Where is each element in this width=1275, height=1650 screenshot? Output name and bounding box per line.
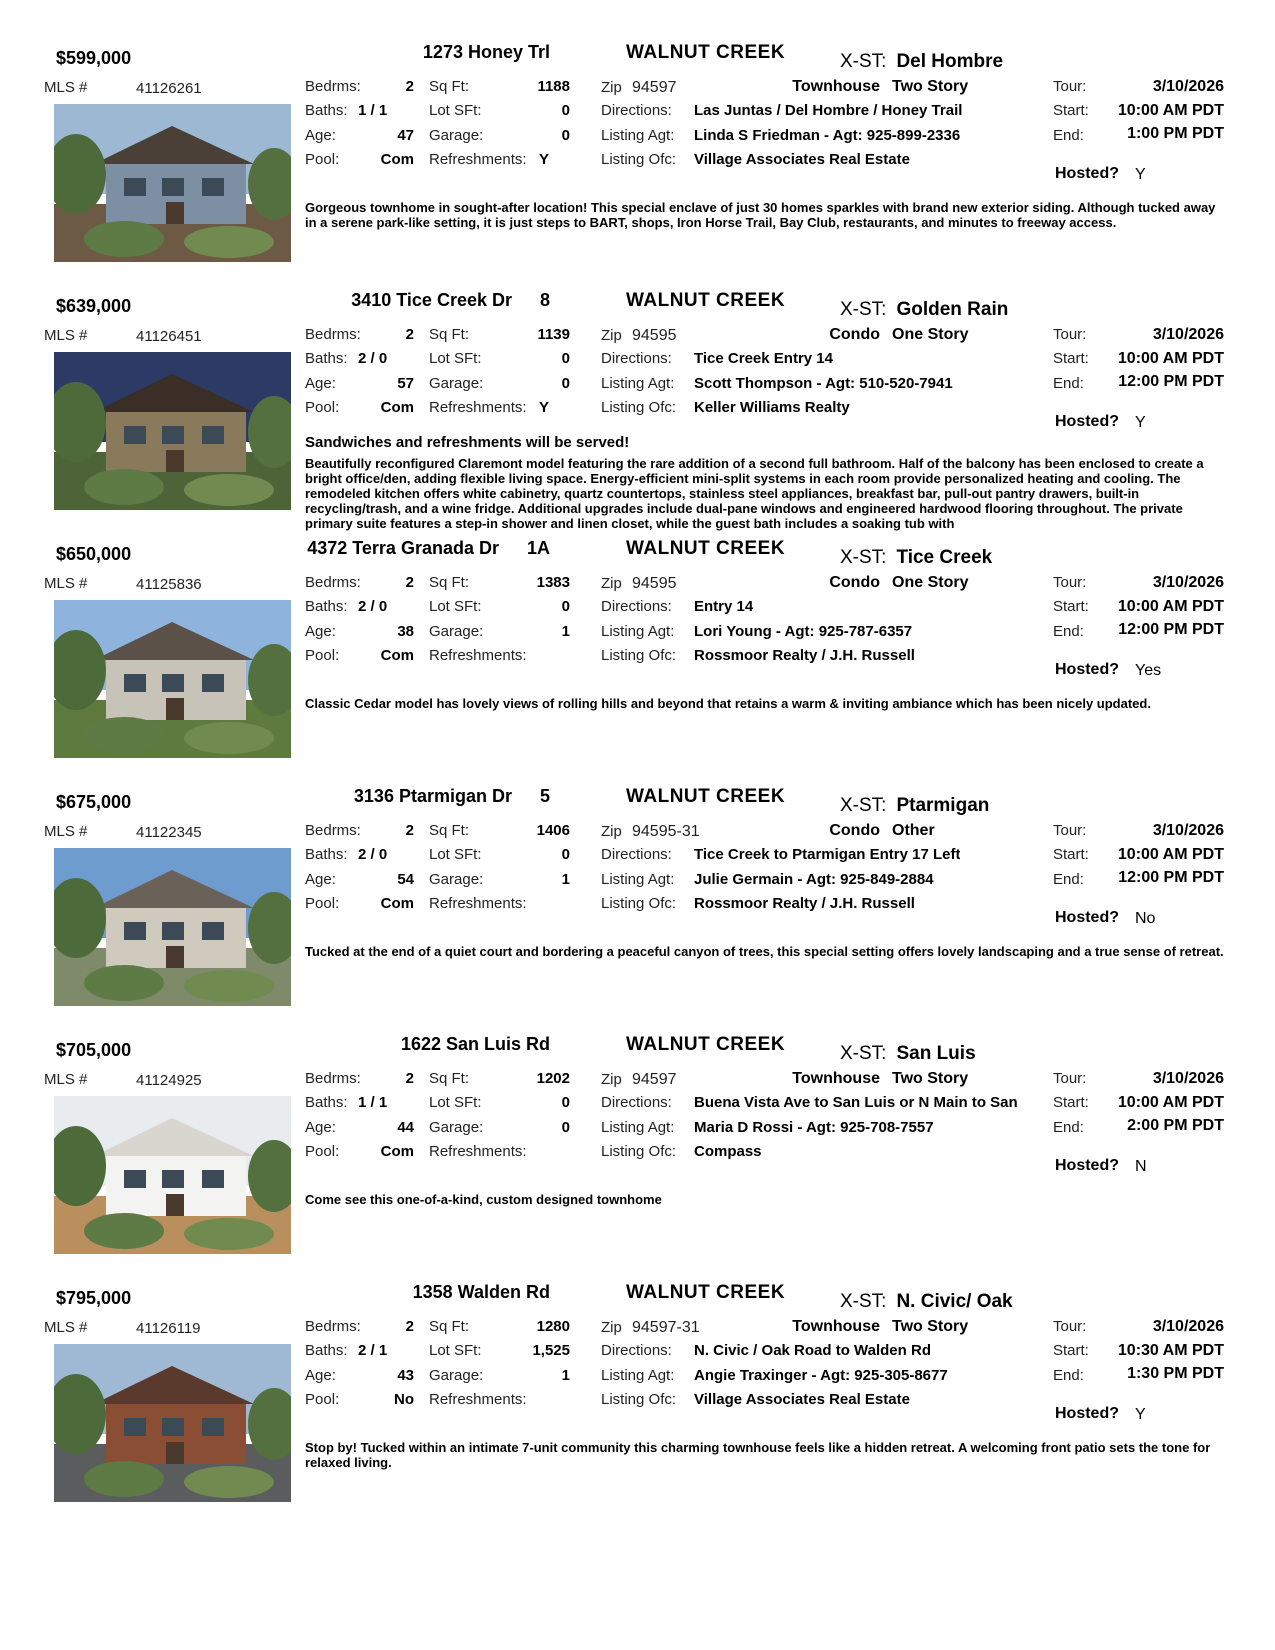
garage-label: Garage: <box>429 871 484 888</box>
directions-label: Directions: <box>601 598 672 615</box>
listing-agent-value: Julie Germain - Agt: 925-849-2884 <box>694 871 934 888</box>
street-address: 1622 San Luis Rd <box>400 1034 550 1054</box>
type-value: Condo <box>829 822 880 839</box>
listing-office-label: Listing Ofc: <box>601 895 677 912</box>
bedrooms-label: Bedrms: <box>305 1070 361 1087</box>
hosted-value: N <box>1135 1158 1147 1175</box>
baths-value: 2 / 0 <box>358 350 388 367</box>
listing-address <box>401 1034 550 1055</box>
pool-value: Com <box>380 399 414 416</box>
listing-address <box>351 290 550 311</box>
baths-label: Baths: <box>305 350 348 367</box>
zip-label: Zip <box>601 79 622 96</box>
sqft-value: 1139 <box>537 326 570 343</box>
garage-label: Garage: <box>429 375 484 392</box>
refreshments-label: Refreshments: <box>429 647 527 664</box>
mls-number: 41124925 <box>136 1072 202 1089</box>
age-value: 47 <box>397 127 414 144</box>
zip-label: Zip <box>601 1071 622 1088</box>
listing-office-value: Village Associates Real Estate <box>694 1391 910 1408</box>
start-label: Start: <box>1053 1342 1089 1359</box>
garage-value: 0 <box>561 127 570 144</box>
start-label: Start: <box>1053 598 1089 615</box>
listing-agent-label: Listing Agt: <box>601 623 675 640</box>
sqft-value: 1280 <box>536 1318 570 1335</box>
bedrooms-value: 2 <box>405 1070 414 1087</box>
mls-label: MLS # <box>44 1071 88 1088</box>
baths-label: Baths: <box>305 102 348 119</box>
sqft-value: 1202 <box>536 1070 570 1087</box>
age-label: Age: <box>305 871 336 888</box>
tour-label: Tour: <box>1053 326 1087 343</box>
cross-street <box>840 299 1008 321</box>
listing-remarks: Stop by! Tucked within an intimate 7-unit community this charming townhouse feels like a hidden retreat. A welcoming front patio sets the tone for relaxed living. <box>305 1440 1211 1470</box>
listing-remarks: Gorgeous townhome in sought-after location! This special enclave of just 30 homes sparkles with brand new exterior siding. Although tucked away in a serene park-like setting, it is just steps to BART, shops, Iron Horse Trail, Bay Club, restaurants, and minutes to freeway access. <box>305 200 1216 230</box>
lot-sqft-value: 0 <box>561 598 570 615</box>
hosted-label: Hosted? <box>1055 661 1119 678</box>
listing-agent-label: Listing Agt: <box>601 127 675 144</box>
zip-label: Zip <box>601 327 622 344</box>
street-address: 1358 Walden Rd <box>412 1282 550 1302</box>
sqft-label: Sq Ft: <box>429 78 470 95</box>
listing-photo[interactable] <box>54 104 291 262</box>
mls-number: 41125836 <box>136 576 202 593</box>
tour-label: Tour: <box>1053 78 1087 95</box>
cross-street-label: X-ST: <box>840 795 887 816</box>
lot-sqft-label: Lot SFt: <box>429 102 482 119</box>
directions-label: Directions: <box>601 1342 672 1359</box>
property-type <box>780 326 1050 344</box>
age-value: 57 <box>397 375 414 392</box>
age-label: Age: <box>305 1119 336 1136</box>
mls-label: MLS # <box>44 79 88 96</box>
hosted-value: Y <box>1135 1406 1146 1423</box>
garage-label: Garage: <box>429 1367 484 1384</box>
mls-label: MLS # <box>44 1319 88 1336</box>
listing-card <box>0 534 1275 782</box>
pool-label: Pool: <box>305 647 340 664</box>
street-address: 3410 Tice Creek Dr <box>351 290 512 310</box>
listing-price: $650,000 <box>56 544 132 564</box>
listing-photo[interactable] <box>54 1096 291 1254</box>
listing-city: WALNUT CREEK <box>626 1282 786 1303</box>
lot-sqft-label: Lot SFt: <box>429 598 482 615</box>
style-value: Two Story <box>892 1318 969 1335</box>
cross-street <box>840 547 992 569</box>
tour-date: 3/10/2026 <box>1152 822 1224 839</box>
cross-street-value: Del Hombre <box>896 51 1004 72</box>
zip-value: 94595 <box>632 575 677 592</box>
listing-price: $675,000 <box>56 792 132 812</box>
listing-office-value: Keller Williams Realty <box>694 399 850 416</box>
unit-number: 8 <box>539 290 550 310</box>
listing-photo[interactable] <box>54 848 291 1006</box>
start-time: 10:30 AM PDT <box>1117 1342 1224 1359</box>
street-address: 1273 Honey Trl <box>422 42 550 62</box>
pool-value: Com <box>380 1143 414 1160</box>
refreshments-value: Y <box>539 399 550 416</box>
hosted-value: No <box>1135 910 1156 927</box>
start-time: 10:00 AM PDT <box>1117 102 1224 119</box>
listing-city: WALNUT CREEK <box>626 786 786 807</box>
directions-value: Tice Creek Entry 14 <box>694 350 833 367</box>
property-type <box>780 574 1050 592</box>
listing-office-label: Listing Ofc: <box>601 1143 677 1160</box>
directions-value: Las Juntas / Del Hombre / Honey Trail <box>694 102 963 119</box>
lot-sqft-label: Lot SFt: <box>429 1342 482 1359</box>
listing-address <box>413 1282 550 1303</box>
style-value: Two Story <box>892 78 969 95</box>
lot-sqft-value: 0 <box>561 350 570 367</box>
tour-label: Tour: <box>1053 822 1087 839</box>
zip-value: 94595 <box>632 327 677 344</box>
directions-label: Directions: <box>601 846 672 863</box>
bedrooms-value: 2 <box>405 574 414 591</box>
house-photo-icon <box>54 1344 291 1502</box>
pool-label: Pool: <box>305 399 340 416</box>
cross-street <box>840 51 1003 73</box>
listing-office-value: Village Associates Real Estate <box>694 151 910 168</box>
cross-street-value: N. Civic/ Oak <box>896 1291 1013 1312</box>
age-label: Age: <box>305 1367 336 1384</box>
bedrooms-value: 2 <box>405 822 414 839</box>
property-type <box>780 1318 1050 1336</box>
bedrooms-label: Bedrms: <box>305 822 361 839</box>
hosted-value: Y <box>1135 166 1146 183</box>
directions-value: N. Civic / Oak Road to Walden Rd <box>694 1342 931 1359</box>
mls-label: MLS # <box>44 823 88 840</box>
hosted-value: Yes <box>1135 662 1162 679</box>
bedrooms-label: Bedrms: <box>305 78 361 95</box>
pool-label: Pool: <box>305 895 340 912</box>
lot-sqft-label: Lot SFt: <box>429 846 482 863</box>
listing-office-value: Compass <box>694 1143 762 1160</box>
bedrooms-label: Bedrms: <box>305 1318 361 1335</box>
start-time: 10:00 AM PDT <box>1117 1094 1224 1111</box>
listing-city: WALNUT CREEK <box>626 290 786 311</box>
listing-price: $795,000 <box>56 1288 132 1308</box>
cross-street-label: X-ST: <box>840 299 887 320</box>
style-value: Two Story <box>892 1070 969 1087</box>
street-address: 3136 Ptarmigan Dr <box>353 786 512 806</box>
refreshments-label: Refreshments: <box>429 1391 527 1408</box>
listing-city: WALNUT CREEK <box>626 538 786 559</box>
baths-label: Baths: <box>305 1094 348 1111</box>
pool-value: Com <box>380 895 414 912</box>
lot-sqft-value: 1,525 <box>532 1342 570 1359</box>
type-value: Townhouse <box>792 1318 880 1335</box>
tour-date: 3/10/2026 <box>1152 574 1224 591</box>
baths-label: Baths: <box>305 598 348 615</box>
sqft-label: Sq Ft: <box>429 574 470 591</box>
style-value: Other <box>892 822 935 839</box>
zip-label: Zip <box>601 575 622 592</box>
property-type <box>780 822 1050 840</box>
baths-label: Baths: <box>305 846 348 863</box>
hosted-label: Hosted? <box>1055 165 1119 182</box>
end-label: End: <box>1053 127 1084 144</box>
garage-value: 1 <box>561 1367 570 1384</box>
listing-agent-value: Angie Traxinger - Agt: 925-305-8677 <box>694 1367 948 1384</box>
lot-sqft-value: 0 <box>561 1094 570 1111</box>
start-time: 10:00 AM PDT <box>1117 846 1224 863</box>
cross-street-value: Tice Creek <box>896 547 993 568</box>
listing-agent-value: Maria D Rossi - Agt: 925-708-7557 <box>694 1119 934 1136</box>
listing-remarks: Beautifully reconfigured Claremont model featuring the rare addition of a second full bathroom. Half of the balcony has been enclosed to create a bright office/den, adding flexible living space. Energy-efficient mini-split systems in each room provide personalized heating and cooling. The remodeled kitchen offers white cabinetry, quartz countertops, stainless steel appliances, breakfast bar, pull-out pantry drawers, built-in recycling/trash, and a wine fridge. Additional upgrades include dual-pane windows and engineered hardwood flooring throughout. The private primary suite features a step-in shower and linen closet, while the guest bath includes a soaking tub with <box>305 456 1204 531</box>
style-value: One Story <box>892 326 969 343</box>
zip-label: Zip <box>601 823 622 840</box>
bedrooms-value: 2 <box>405 326 414 343</box>
start-label: Start: <box>1053 350 1089 367</box>
hosted-label: Hosted? <box>1055 1405 1119 1422</box>
bedrooms-value: 2 <box>405 1318 414 1335</box>
listing-office-label: Listing Ofc: <box>601 1391 677 1408</box>
listing-address <box>423 42 550 63</box>
listing-agent-value: Linda S Friedman - Agt: 925-899-2336 <box>694 127 961 144</box>
sqft-label: Sq Ft: <box>429 326 470 343</box>
cross-street <box>840 1043 976 1065</box>
listing-office-value: Rossmoor Realty / J.H. Russell <box>694 895 915 912</box>
sqft-label: Sq Ft: <box>429 1070 470 1087</box>
baths-value: 1 / 1 <box>358 102 388 119</box>
house-photo-icon <box>54 104 291 262</box>
garage-value: 0 <box>561 375 570 392</box>
zip-value: 94597 <box>632 1071 677 1088</box>
end-label: End: <box>1053 375 1084 392</box>
listing-note: Sandwiches and refreshments will be served! <box>305 434 630 451</box>
listing-city: WALNUT CREEK <box>626 42 786 63</box>
style-value: One Story <box>892 574 969 591</box>
pool-value: No <box>394 1391 414 1408</box>
listing-agent-value: Scott Thompson - Agt: 510-520-7941 <box>694 375 953 392</box>
garage-value: 1 <box>561 871 570 888</box>
age-value: 38 <box>397 623 414 640</box>
end-label: End: <box>1053 871 1084 888</box>
directions-value: Buena Vista Ave to San Luis or N Main to San <box>694 1094 1018 1111</box>
start-time: 10:00 AM PDT <box>1117 598 1224 615</box>
cross-street-label: X-ST: <box>840 1291 887 1312</box>
pool-label: Pool: <box>305 1143 340 1160</box>
directions-label: Directions: <box>601 102 672 119</box>
zip-value: 94597-31 <box>632 1319 700 1336</box>
age-label: Age: <box>305 623 336 640</box>
start-time: 10:00 AM PDT <box>1117 350 1224 367</box>
tour-label: Tour: <box>1053 1318 1087 1335</box>
cross-street-label: X-ST: <box>840 1043 887 1064</box>
bedrooms-label: Bedrms: <box>305 326 361 343</box>
tour-label: Tour: <box>1053 574 1087 591</box>
house-photo-icon <box>54 848 291 1006</box>
bedrooms-value: 2 <box>405 78 414 95</box>
cross-street <box>840 1291 1013 1313</box>
tour-label: Tour: <box>1053 1070 1087 1087</box>
house-photo-icon <box>54 1096 291 1254</box>
listing-photo[interactable] <box>54 352 291 510</box>
type-value: Townhouse <box>792 1070 880 1087</box>
listing-remarks: Tucked at the end of a quiet court and bordering a peaceful canyon of trees, this special setting offers lovely landscaping and a true sense of retreat. <box>305 944 1224 959</box>
sqft-label: Sq Ft: <box>429 1318 470 1335</box>
end-label: End: <box>1053 1367 1084 1384</box>
refreshments-label: Refreshments: <box>429 895 527 912</box>
age-label: Age: <box>305 375 336 392</box>
lot-sqft-label: Lot SFt: <box>429 350 482 367</box>
cross-street-value: San Luis <box>896 1043 976 1064</box>
listing-card <box>0 782 1275 1030</box>
cross-street-label: X-ST: <box>840 51 887 72</box>
age-value: 44 <box>397 1119 414 1136</box>
hosted-label: Hosted? <box>1055 413 1119 430</box>
type-value: Condo <box>829 326 880 343</box>
end-label: End: <box>1053 1119 1084 1136</box>
unit-number: 1A <box>526 538 550 558</box>
listing-price: $705,000 <box>56 1040 132 1060</box>
start-label: Start: <box>1053 1094 1089 1111</box>
pool-value: Com <box>380 647 414 664</box>
end-time: 12:00 PM PDT <box>1118 373 1224 390</box>
unit-number: 5 <box>539 786 550 806</box>
end-time: 1:30 PM PDT <box>1127 1365 1224 1382</box>
mls-label: MLS # <box>44 575 88 592</box>
start-label: Start: <box>1053 846 1089 863</box>
cross-street <box>840 795 989 817</box>
listing-agent-label: Listing Agt: <box>601 1367 675 1384</box>
zip-value: 94595-31 <box>632 823 700 840</box>
tour-date: 3/10/2026 <box>1152 326 1224 343</box>
house-photo-icon <box>54 600 291 758</box>
property-type <box>780 78 1050 96</box>
zip-value: 94597 <box>632 79 677 96</box>
listing-card <box>0 286 1275 534</box>
hosted-label: Hosted? <box>1055 909 1119 926</box>
directions-label: Directions: <box>601 1094 672 1111</box>
tour-date: 3/10/2026 <box>1152 1318 1224 1335</box>
pool-label: Pool: <box>305 1391 340 1408</box>
sqft-value: 1188 <box>537 78 570 95</box>
cross-street-value: Ptarmigan <box>896 795 990 816</box>
listing-card <box>0 1278 1275 1526</box>
mls-number: 41126261 <box>136 80 202 97</box>
listing-agent-label: Listing Agt: <box>601 1119 675 1136</box>
listing-price: $639,000 <box>56 296 132 316</box>
refreshments-value: Y <box>539 151 550 168</box>
zip-label: Zip <box>601 1319 622 1336</box>
end-time: 1:00 PM PDT <box>1127 125 1224 142</box>
tour-date: 3/10/2026 <box>1152 1070 1224 1087</box>
mls-label: MLS # <box>44 327 88 344</box>
listing-city: WALNUT CREEK <box>626 1034 786 1055</box>
hosted-label: Hosted? <box>1055 1157 1119 1174</box>
listing-address <box>307 538 550 559</box>
sqft-value: 1406 <box>536 822 570 839</box>
cross-street-value: Golden Rain <box>896 299 1009 320</box>
listing-card <box>0 38 1275 286</box>
pool-value: Com <box>380 151 414 168</box>
garage-value: 0 <box>561 1119 570 1136</box>
directions-value: Tice Creek to Ptarmigan Entry 17 Left <box>694 846 961 863</box>
age-value: 54 <box>397 871 414 888</box>
listing-card <box>0 1030 1275 1278</box>
listing-price: $599,000 <box>56 48 132 68</box>
baths-value: 2 / 0 <box>358 598 388 615</box>
garage-label: Garage: <box>429 127 484 144</box>
lot-sqft-value: 0 <box>561 102 570 119</box>
type-value: Condo <box>829 574 880 591</box>
listing-photo[interactable] <box>54 1344 291 1502</box>
mls-number: 41126119 <box>136 1320 201 1337</box>
end-time: 2:00 PM PDT <box>1127 1117 1224 1134</box>
end-time: 12:00 PM PDT <box>1118 869 1224 886</box>
listing-office-label: Listing Ofc: <box>601 647 677 664</box>
sqft-label: Sq Ft: <box>429 822 470 839</box>
listing-remarks: Classic Cedar model has lovely views of rolling hills and beyond that retains a warm & inviting ambiance which has been nicely updated. <box>305 696 1151 711</box>
baths-value: 2 / 0 <box>358 846 388 863</box>
directions-label: Directions: <box>601 350 672 367</box>
listing-address <box>354 786 550 807</box>
baths-label: Baths: <box>305 1342 348 1359</box>
listing-office-value: Rossmoor Realty / J.H. Russell <box>694 647 915 664</box>
age-value: 43 <box>397 1367 414 1384</box>
refreshments-label: Refreshments: <box>429 151 527 168</box>
listing-office-label: Listing Ofc: <box>601 151 677 168</box>
garage-label: Garage: <box>429 623 484 640</box>
start-label: Start: <box>1053 102 1089 119</box>
garage-value: 1 <box>561 623 570 640</box>
hosted-value: Y <box>1135 414 1146 431</box>
listing-office-label: Listing Ofc: <box>601 399 677 416</box>
end-time: 12:00 PM PDT <box>1118 621 1224 638</box>
age-label: Age: <box>305 127 336 144</box>
listing-photo[interactable] <box>54 600 291 758</box>
pool-label: Pool: <box>305 151 340 168</box>
mls-number: 41126451 <box>136 328 202 345</box>
cross-street-label: X-ST: <box>840 547 887 568</box>
tour-date: 3/10/2026 <box>1152 78 1224 95</box>
listing-agent-label: Listing Agt: <box>601 375 675 392</box>
sqft-value: 1383 <box>536 574 570 591</box>
property-type <box>780 1070 1050 1088</box>
mls-number: 41122345 <box>136 824 202 841</box>
street-address: 4372 Terra Granada Dr <box>307 538 499 558</box>
end-label: End: <box>1053 623 1084 640</box>
garage-label: Garage: <box>429 1119 484 1136</box>
listing-remarks: Come see this one-of-a-kind, custom designed townhome <box>305 1192 662 1207</box>
type-value: Townhouse <box>792 78 880 95</box>
directions-value: Entry 14 <box>694 598 754 615</box>
lot-sqft-label: Lot SFt: <box>429 1094 482 1111</box>
baths-value: 1 / 1 <box>358 1094 388 1111</box>
baths-value: 2 / 1 <box>358 1342 388 1359</box>
refreshments-label: Refreshments: <box>429 399 527 416</box>
lot-sqft-value: 0 <box>561 846 570 863</box>
listing-agent-value: Lori Young - Agt: 925-787-6357 <box>694 623 913 640</box>
house-photo-icon <box>54 352 291 510</box>
listing-agent-label: Listing Agt: <box>601 871 675 888</box>
refreshments-label: Refreshments: <box>429 1143 527 1160</box>
bedrooms-label: Bedrms: <box>305 574 361 591</box>
